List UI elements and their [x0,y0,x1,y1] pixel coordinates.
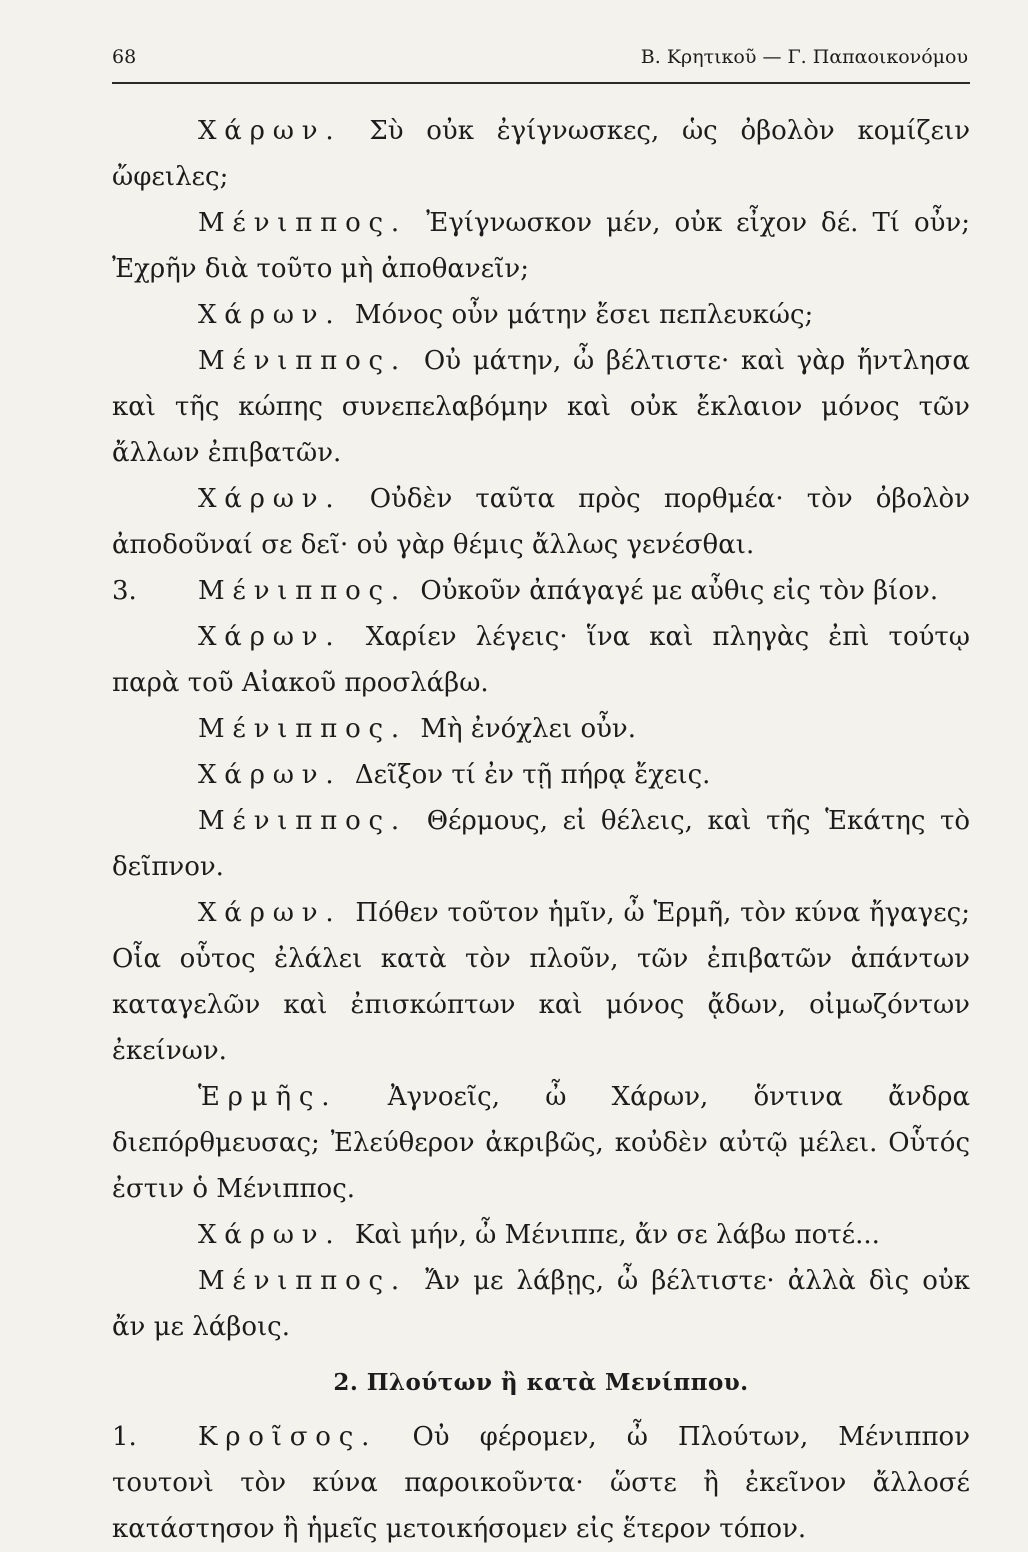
dialogue-paragraph [112,476,970,568]
speech-text: Σὺ οὐκ ἐγίγνωσκες, ὡς ὀβολὸν κομίζειν ὤφειλες; [112,116,971,192]
dialogue-paragraph [112,706,970,752]
speech-text: Χαρίεν λέγεις· ἵνα καὶ πληγὰς ἐπὶ τούτῳ παρὰ τοῦ Αἰακοῦ προσλάβω. [112,622,970,698]
speaker-name: Μένιππος. [198,208,407,238]
dialogue-paragraph [112,568,970,614]
dialogue [112,108,970,1350]
speech-text: Μόνος οὖν μάτην ἔσει πεπλευκώς; [354,300,814,330]
dialogue-paragraph [112,798,970,890]
speech-text: Ἄν με λάβῃς, ὦ βέλτιστε· ἀλλὰ δὶς οὐκ ἄν με λάβοις. [112,1266,970,1342]
running-title: Β. Κρητικοῦ — Γ. Παπαοικονόμου [640,46,968,68]
speaker-name: Ἑρμῆς. [198,1082,338,1112]
header-rule [112,82,970,84]
speech-text: Πόθεν τοῦτον ἡμῖν, ὦ Ἑρμῆ, τὸν κύνα ἤγαγες; Οἷα οὗτος ἐλάλει κατὰ τὸν πλοῦν, τῶν ἐπιβατῶν ἁπάντων καταγελῶν καὶ ἐπισκώπτων καὶ μόνος ᾄδων, οἰμωζόντων ἐκείνων. [112,898,970,1066]
speaker-name: Χάρων. [198,484,342,514]
speaker-name: Μένιππος. [198,806,407,836]
dialogue-paragraph [112,338,970,476]
speech-text: Δεῖξον τί ἐν τῇ πήρᾳ ἔχεις. [354,760,711,790]
section-dialogue [112,1414,970,1552]
dialogue-paragraph [112,1074,970,1212]
speaker-name: Χάρων. [198,300,342,330]
dialogue-paragraph [112,1414,970,1552]
speaker-name: Μένιππος. [198,346,407,376]
speech-text: Καὶ μήν, ὦ Μένιππε, ἄν σε λάβω ποτέ... [354,1220,880,1250]
speech-text: Ἐγίγνωσκον μέν, οὐκ εἶχον δέ. Τί οὖν; Ἐχρῆν διὰ τοῦτο μὴ ἀποθανεῖν; [112,208,970,284]
speech-text: Ἀγνοεῖς, ὦ Χάρων, ὅντινα ἄνδρα διεπόρθμευσας; Ἐλεύθερον ἀκριβῶς, κοὐδὲν αὐτῷ μέλει. Οὗτός ἐστιν ὁ Μένιππος. [112,1082,970,1204]
dialogue-paragraph [112,292,970,338]
section-heading: 2. Πλούτων ἢ κατὰ Μενίππου. [333,1369,749,1396]
speech-text: Οὐκοῦν ἀπάγαγέ με αὖθις εἰς τὸν βίον. [420,576,939,606]
speaker-name: Κροῖσος. [198,1422,378,1452]
speaker-name: Μένιππος. [198,1266,407,1296]
speech-text: Θέρμους, εἰ θέλεις, καὶ τῆς Ἑκάτης τὸ δεῖπνον. [112,806,970,882]
dialogue-paragraph [112,752,970,798]
speech-text: Οὐ φέρομεν, ὦ Πλούτων, Μένιππον τουτονὶ τὸν κύνα παροικοῦντα· ὥστε ἢ ἐκεῖνον ἄλλοσέ κατάστησον ἢ ἡμεῖς μετοικήσομεν εἰς ἕτερον τόπον. [112,1422,970,1544]
page-body [112,108,970,1552]
speaker-name: Χάρων. [198,898,342,928]
dialogue-paragraph [112,1258,970,1350]
speech-text: Οὐδὲν ταῦτα πρὸς πορθμέα· τὸν ὀβολὸν ἀποδοῦναί σε δεῖ· οὐ γὰρ θέμις ἄλλως γενέσθαι. [112,484,971,560]
chapter-number: 3. [112,576,137,606]
speaker-name: Χάρων. [198,116,342,146]
dialogue-paragraph [112,108,970,200]
dialogue-paragraph [112,1212,970,1258]
chapter-number: 1. [112,1422,137,1452]
speaker-name: Μένιππος. [198,576,407,606]
speaker-name: Χάρων. [198,760,342,790]
dialogue-paragraph [112,890,970,1074]
page-number: 68 [112,46,137,68]
dialogue-paragraph [112,614,970,706]
speaker-name: Χάρων. [198,622,342,652]
page-header [112,40,968,76]
speech-text: Μὴ ἐνόχλει οὖν. [420,714,636,744]
speaker-name: Χάρων. [198,1220,342,1250]
speaker-name: Μένιππος. [198,714,407,744]
speech-text: Οὐ μάτην, ὦ βέλτιστε· καὶ γὰρ ἤντλησα καὶ τῆς κώπης συνεπελαβόμην καὶ οὐκ ἔκλαιον μόνος τῶν ἄλλων ἐπιβατῶν. [112,346,970,468]
dialogue-paragraph [112,200,970,292]
